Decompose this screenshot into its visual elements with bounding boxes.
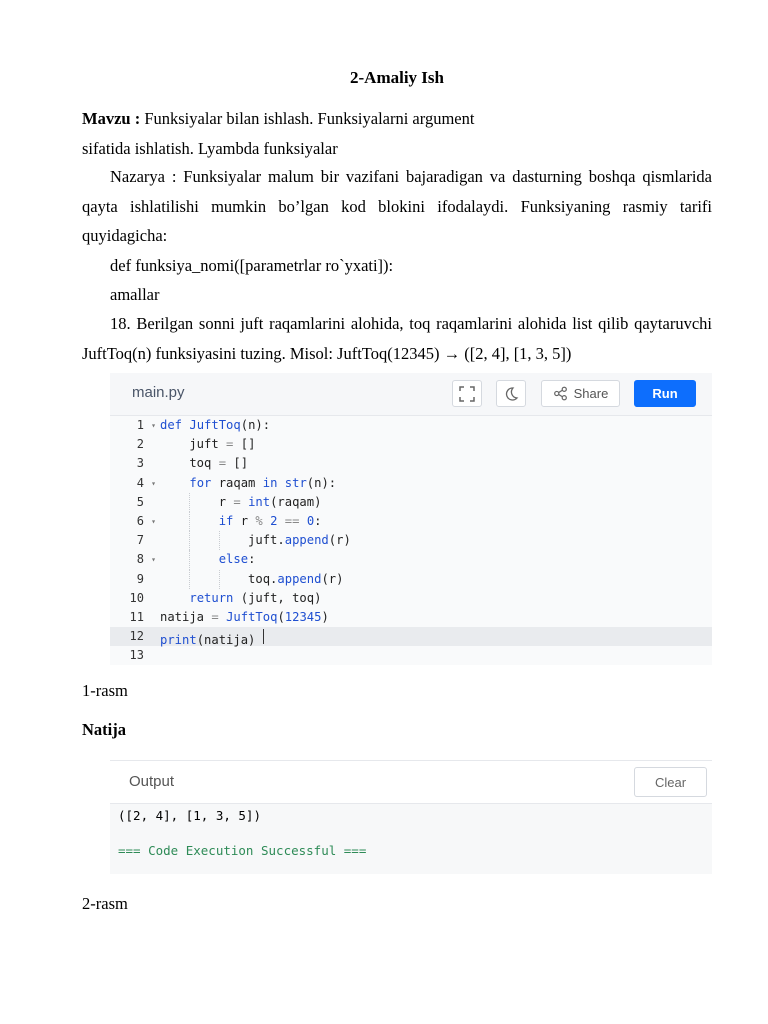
output-header — [110, 760, 712, 804]
indent-guide — [189, 531, 190, 550]
share-icon — [553, 386, 568, 401]
caption-1: 1-rasm — [82, 681, 128, 700]
output-panel — [110, 760, 712, 874]
code-text: def JuftToq(n): — [160, 418, 271, 432]
code-line[interactable] — [110, 474, 712, 493]
line-number: 9 — [136, 571, 144, 586]
line-number: 7 — [136, 533, 144, 548]
code-line[interactable] — [110, 435, 712, 454]
indent-guide — [189, 550, 190, 569]
task-paragraph: 18. Berilgan sonni juft raqamlarini alohida, toq raqamlarini alohida list qilib qaytaruvchi JuftToq(n) funksiyasini tuzing. Misol: JuftToq(12345) → ([2, 4], [1, 3, 5]) — [82, 314, 712, 363]
code-text: toq.append(r) — [160, 571, 344, 586]
line-number: 3 — [136, 456, 144, 471]
code-area[interactable] — [110, 416, 712, 665]
file-tab[interactable]: main.py — [132, 384, 185, 401]
line-number: 13 — [129, 648, 144, 663]
code-text: natija = JuftToq(12345) — [160, 609, 329, 624]
code-text: for raqam in str(n): — [189, 475, 337, 490]
output-status: === Code Execution Successful === — [118, 843, 367, 858]
clear-button[interactable]: Clear — [634, 767, 707, 797]
doc-title: 2-Amaliy Ish — [350, 68, 444, 87]
line-number: 11 — [129, 609, 144, 624]
code-text: print(natija) — [160, 627, 264, 646]
line-number: 1 ▾ — [110, 416, 160, 435]
line-number: 2 — [136, 437, 144, 452]
run-button[interactable]: Run — [634, 380, 696, 407]
topic-label: Mavzu : — [82, 109, 141, 128]
code-text: juft = [] — [160, 437, 256, 452]
line-number: 8 ▾ — [110, 550, 160, 569]
code-text: return (juft, toq) — [189, 590, 322, 605]
code-text: juft.append(r) — [160, 533, 351, 548]
fold-chevron-icon[interactable]: ▾ — [151, 478, 156, 488]
fullscreen-icon[interactable] — [452, 380, 482, 407]
code-editor — [110, 373, 712, 661]
caption-2: 2-rasm — [82, 894, 128, 913]
indent-guide — [189, 493, 190, 512]
code-line[interactable] — [110, 512, 712, 531]
code-text: else: — [218, 552, 256, 567]
topic-line1: Funksiyalar bilan ishlash. Funksiyalarni argument — [140, 109, 475, 128]
code-line[interactable] — [110, 416, 712, 435]
output-result: ([2, 4], [1, 3, 5]) — [118, 808, 261, 823]
topic-line2: sifatida ishlatish. Lyambda funksiyalar — [82, 138, 338, 158]
code-line[interactable] — [110, 493, 712, 512]
syntax-line1: def funksiya_nomi([parametrlar ro`yxati]): — [110, 256, 394, 275]
share-label: Share — [573, 386, 609, 401]
line-number: 5 — [136, 494, 144, 509]
editor-toolbar — [110, 373, 712, 416]
indent-guide — [219, 531, 220, 550]
code-line[interactable] — [110, 550, 712, 569]
code-line[interactable] — [110, 454, 712, 473]
code-line[interactable] — [110, 608, 712, 627]
line-number: 10 — [129, 590, 144, 605]
code-text: toq = [] — [160, 456, 249, 471]
code-text: if r % 2 == 0: — [218, 513, 322, 528]
share-button[interactable] — [541, 380, 620, 407]
text-cursor — [263, 629, 264, 644]
line-number: 6 ▾ — [110, 512, 160, 531]
code-text: r = int(raqam) — [160, 494, 322, 509]
dark-mode-icon[interactable] — [496, 380, 526, 407]
result-heading: Natija — [82, 720, 126, 739]
code-line[interactable] — [110, 570, 712, 589]
code-line[interactable] — [110, 646, 712, 665]
theory-paragraph: Nazarya : Funksiyalar malum bir vazifani bajaradigan va dasturning boshqa qismlarida qayta ishlatilishi mumkin bo’lgan kod blokini ifodalaydi. Funksiyaning rasmiy tarifi quyidagicha: — [82, 167, 712, 245]
fold-chevron-icon[interactable]: ▾ — [151, 516, 156, 526]
code-line[interactable] — [110, 531, 712, 550]
syntax-line2: amallar — [110, 285, 160, 304]
fold-chevron-icon[interactable]: ▾ — [151, 555, 156, 565]
line-number: 12 — [129, 629, 144, 644]
output-console — [110, 804, 712, 862]
line-number: 4 ▾ — [110, 474, 160, 493]
code-line[interactable] — [110, 589, 712, 608]
indent-guide — [219, 570, 220, 589]
fold-chevron-icon[interactable]: ▾ — [151, 421, 156, 430]
code-line[interactable] — [110, 627, 712, 646]
topic — [82, 104, 712, 163]
indent-guide — [189, 512, 190, 531]
indent-guide — [189, 570, 190, 589]
output-title: Output — [129, 773, 175, 790]
